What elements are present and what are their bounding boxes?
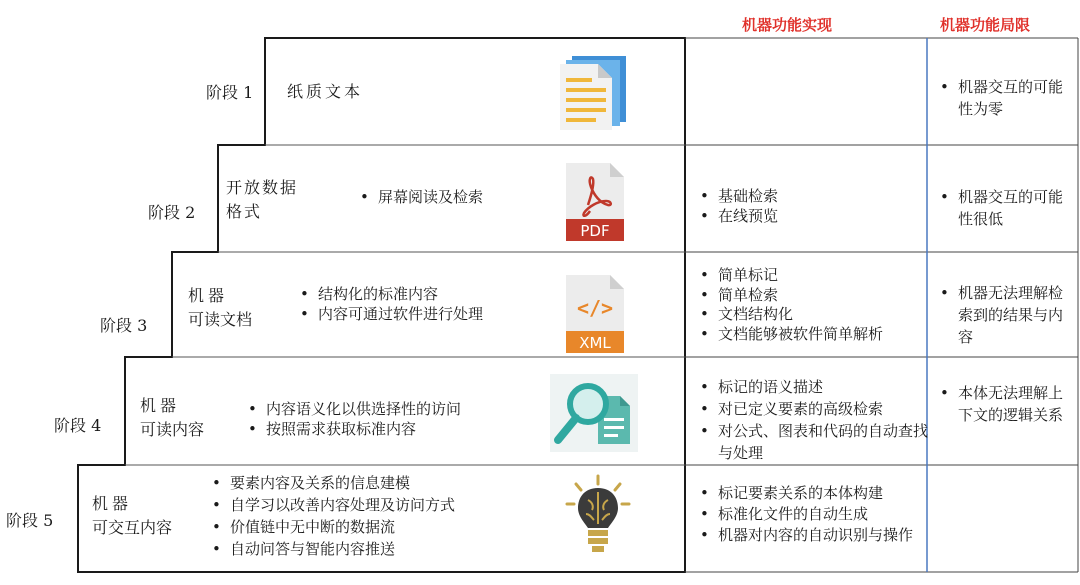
feature-item: • 按照需求获取标准内容 [248,420,461,440]
limit-item: • 机器交互的可能性很低 [940,186,1070,230]
stage-2-label: 阶段 2 [148,203,196,222]
stage-4-features [248,400,461,439]
stage-3-label: 阶段 3 [100,316,148,335]
header-limit: 机器功能局限 [940,16,1031,34]
svg-text:XML: XML [579,334,611,352]
stage-5-features [212,472,455,560]
function-item: • 机器对内容的自动识别与操作 [700,525,928,546]
limit-item: • 本体无法理解上下文的逻辑关系 [940,382,1074,426]
stage-4-label: 阶段 4 [54,416,102,435]
stage-2-features [360,188,483,208]
feature-item: • 自学习以改善内容处理及访问方式 [212,494,455,516]
stage-3-name: 机器 可读文档 [188,286,253,329]
brain-bulb-icon [564,474,632,560]
xml-file-icon [566,275,624,357]
stage-4-functions [700,376,928,464]
stage-5-name: 机器 可交互内容 [92,494,173,537]
limit-item: • 机器交互的可能性为零 [940,76,1070,120]
stage-1-limits [940,76,1070,120]
stage-5-functions [700,483,928,546]
stage-2-name: 开放数据 格式 [226,178,299,221]
stage-2-limits [940,186,1070,230]
stage-3-features [300,285,483,324]
stage-2-functions [700,187,778,226]
stage-1-label: 阶段 1 [206,83,254,102]
feature-item: • 自动问答与智能内容推送 [212,538,455,560]
feature-item: • 内容可通过软件进行处理 [300,305,483,325]
feature-item: • 结构化的标准内容 [300,285,483,305]
stage-4-name: 机器 可读内容 [140,396,205,439]
function-item: • 基础检索 [700,187,778,207]
document-icon [558,54,630,136]
stage-3-limits [940,282,1074,348]
svg-text:</>: </> [576,296,614,320]
function-item: • 文档结构化 [700,305,883,325]
feature-item: • 价值链中无中断的数据流 [212,516,455,538]
function-item: • 标记要素关系的本体构建 [700,483,928,504]
pdf-file-icon [566,163,624,245]
limit-item: • 机器无法理解检索到的结果与内容 [940,282,1074,348]
function-item: • 简单检索 [700,286,883,306]
function-item: • 对已定义要素的高级检索 [700,398,928,420]
feature-item: • 内容语义化以供选择性的访问 [248,400,461,420]
function-item: • 文档能够被软件简单解析 [700,325,883,345]
stage-4-limits [940,382,1074,426]
function-item: • 标准化文件的自动生成 [700,504,928,525]
magnifier-document-icon [550,374,638,456]
function-item: • 标记的语义描述 [700,376,928,398]
header-function: 机器功能实现 [742,16,833,34]
feature-item: • 要素内容及关系的信息建模 [212,472,455,494]
stage-1-name: 纸质文本 [287,82,364,101]
function-item: • 在线预览 [700,207,778,227]
stage-5-label: 阶段 5 [6,511,54,530]
function-item: • 简单标记 [700,266,883,286]
svg-text:PDF: PDF [580,222,610,240]
feature-item: • 屏幕阅读及检索 [360,188,483,208]
stage-3-functions [700,266,883,344]
function-item: • 对公式、图表和代码的自动查找与处理 [700,420,928,464]
